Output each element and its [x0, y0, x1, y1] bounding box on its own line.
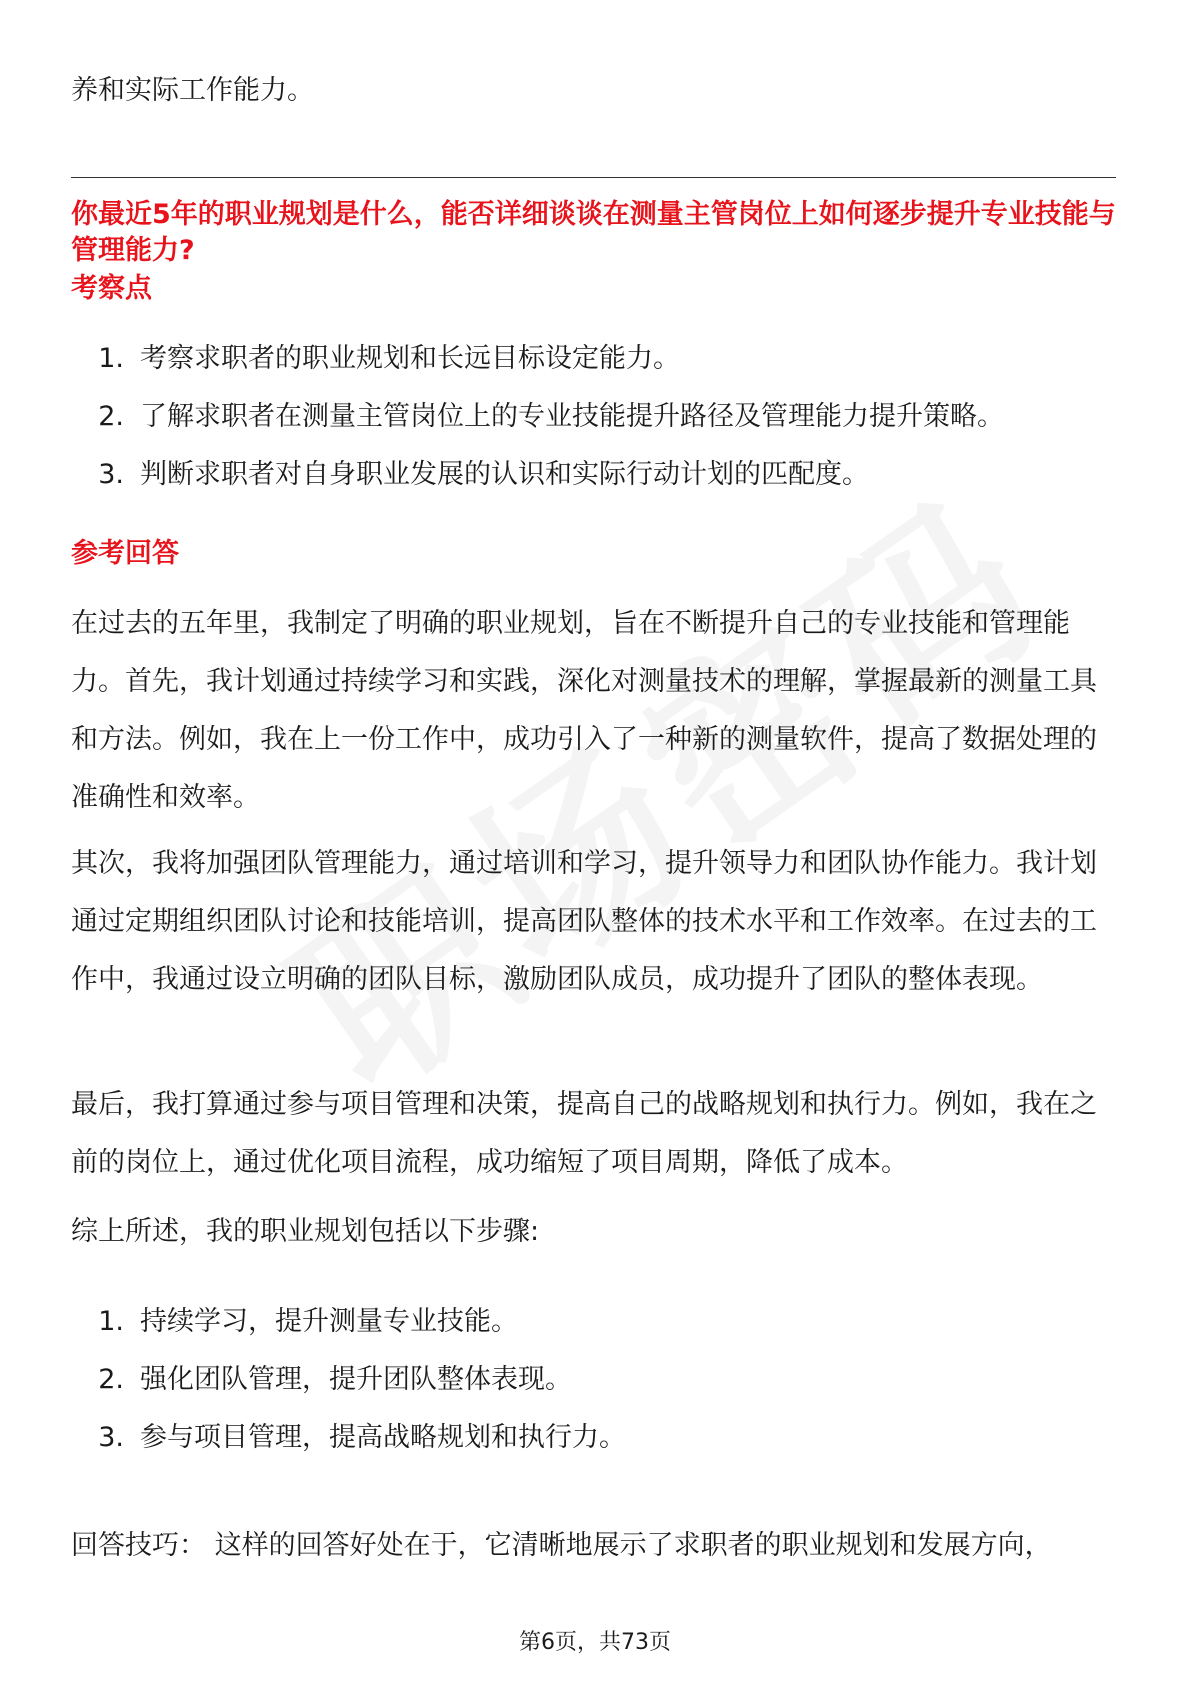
intro-tail-text: 养和实际工作能力。 — [71, 75, 314, 106]
answer-paragraph-1: 在过去的五年里，我制定了明确的职业规划，旨在不断提升自己的专业技能和管理能力。首先，我计划通过持续学习和实践，深化对测量技术的理解，掌握最新的测量工具和方法。例如，我在上一份工作中，成功引入了一种新的测量软件，提高了数据处理的准确性和效率。 — [71, 608, 1097, 813]
answer-paragraph-4: 综上所述，我的职业规划包括以下步骤: — [71, 1216, 540, 1247]
list-item-text: 持续学习，提升测量专业技能。 — [140, 1306, 518, 1337]
section-divider — [71, 177, 1116, 178]
list-item — [71, 446, 1116, 504]
question-heading: 你最近5年的职业规划是什么，能否详细谈谈在测量主管岗位上如何逐步提升专业技能与管理能力? — [71, 199, 1116, 266]
answer-paragraph-3: 最后，我打算通过参与项目管理和决策，提高自己的战略规划和执行力。例如，我在之前的岗位上，通过优化项目流程，成功缩短了项目周期，降低了成本。 — [71, 1089, 1097, 1178]
list-item — [71, 388, 1116, 446]
list-item-text: 强化团队管理，提升团队整体表现。 — [140, 1364, 572, 1395]
page-footer: 第6页，共73页 — [519, 1630, 671, 1655]
list-item — [71, 1293, 1116, 1351]
list-item — [71, 1409, 1116, 1467]
list-item-text: 了解求职者在测量主管岗位上的专业技能提升路径及管理能力提升策略。 — [140, 401, 1004, 432]
list-item-number: 1. — [98, 1306, 124, 1337]
list-item-text: 判断求职者对自身职业发展的认识和实际行动计划的匹配度。 — [140, 459, 869, 490]
list-item — [71, 330, 1116, 388]
list-item — [71, 1351, 1116, 1409]
list-item-number: 3. — [98, 1422, 124, 1453]
answer-paragraph-2: 其次，我将加强团队管理能力，通过培训和学习，提升领导力和团队协作能力。我计划通过定期组织团队讨论和技能培训，提高团队整体的技术水平和工作效率。在过去的工作中，我通过设立明确的团队目标，激励团队成员，成功提升了团队的整体表现。 — [71, 848, 1097, 995]
list-item-text: 参与项目管理，提高战略规划和执行力。 — [140, 1422, 626, 1453]
list-item-number: 2. — [98, 1364, 124, 1395]
assessment-list — [71, 330, 1116, 504]
list-item-number: 1. — [98, 343, 124, 374]
list-item-number: 2. — [98, 401, 124, 432]
list-item-number: 3. — [98, 459, 124, 490]
answer-title: 参考回答 — [71, 538, 179, 569]
assessment-title: 考察点 — [71, 273, 152, 304]
list-item-text: 考察求职者的职业规划和长远目标设定能力。 — [140, 343, 680, 374]
steps-list — [71, 1293, 1116, 1467]
answer-tip: 回答技巧： 这样的回答好处在于，它清晰地展示了求职者的职业规划和发展方向， — [71, 1530, 1052, 1561]
